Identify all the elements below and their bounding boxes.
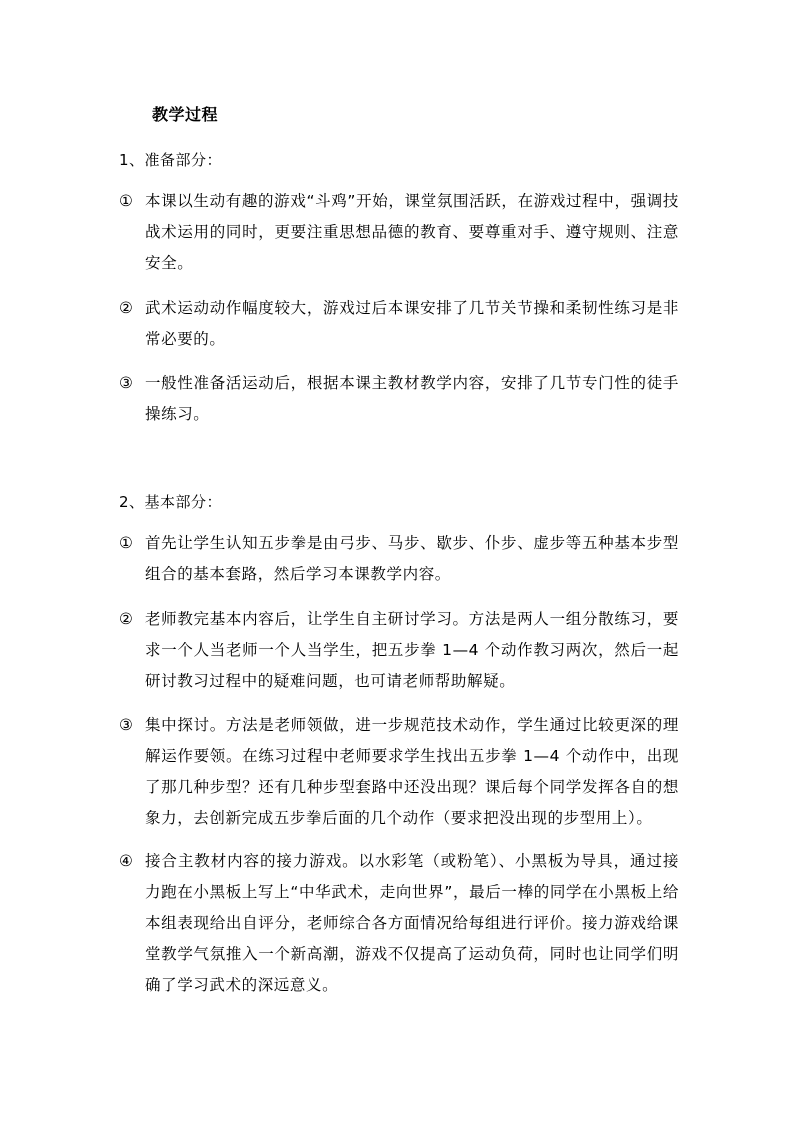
list-item — [119, 710, 679, 834]
list-item-number: ① — [119, 192, 134, 210]
list-item-text: 一般性准备活运动后，根据本课主教材教学内容，安排了几节专门性的徒手操练习。 — [145, 374, 679, 423]
section-heading-basic: 2、基本部分： — [119, 493, 223, 511]
list-item-text: 本课以生动有趣的游戏“斗鸡”开始，课堂氛围活跃，在游戏过程中，强调技战术运用的同时，更要注重思想品德的教育、要尊重对手、遵守规则、注意安全。 — [145, 192, 679, 272]
list-item — [119, 846, 679, 1001]
list-item-text: 老师教完基本内容后，让学生自主研讨学习。方法是两人一组分散练习，要求一个人当老师一个人当学生，把五步拳 1—4 个动作教习两次，然后一起研讨教习过程中的疑难问题，也可请老师帮助解疑。 — [145, 610, 679, 690]
list-item — [119, 293, 679, 355]
list-item — [119, 186, 679, 279]
list-item — [119, 368, 679, 430]
list-item-text: 武术运动动作幅度较大，游戏过后本课安排了几节关节操和柔韧性练习是非常必要的。 — [145, 299, 679, 348]
list-item-number: ③ — [119, 374, 134, 392]
page-title: 教学过程 — [152, 105, 219, 124]
section-heading-preparation: 1、准备部分： — [119, 151, 223, 169]
list-item-number: ③ — [119, 716, 134, 734]
list-item-number: ① — [119, 534, 134, 552]
list-item-number: ② — [119, 299, 134, 317]
list-item-number: ④ — [119, 852, 134, 870]
list-item-text: 接合主教材内容的接力游戏。以水彩笔（或粉笔）、小黑板为导具，通过接力跑在小黑板上写上“中华武术，走向世界”，最后一棒的同学在小黑板上给本组表现给出自评分，老师综合各方面情况给每组进行评价。接力游戏给课堂教学气氛推入一个新高潮，游戏不仅提高了运动负荷，同时也让同学们明确了学习武术的深远意义。 — [145, 852, 679, 994]
list-item — [119, 528, 679, 590]
list-item — [119, 604, 679, 697]
list-item-text: 首先让学生认知五步拳是由弓步、马步、歇步、仆步、虚步等五种基本步型组合的基本套路，然后学习本课教学内容。 — [145, 534, 679, 583]
list-item-number: ② — [119, 610, 134, 628]
list-item-text: 集中探讨。方法是老师领做，进一步规范技术动作，学生通过比较更深的理解运作要领。在练习过程中老师要求学生找出五步拳 1—4 个动作中，出现了那几种步型？还有几种步型套路中还没出现？课后每个同学发挥各自的想象力，去创新完成五步拳后面的几个动作（要求把没出现的步型用上）。 — [145, 716, 679, 827]
